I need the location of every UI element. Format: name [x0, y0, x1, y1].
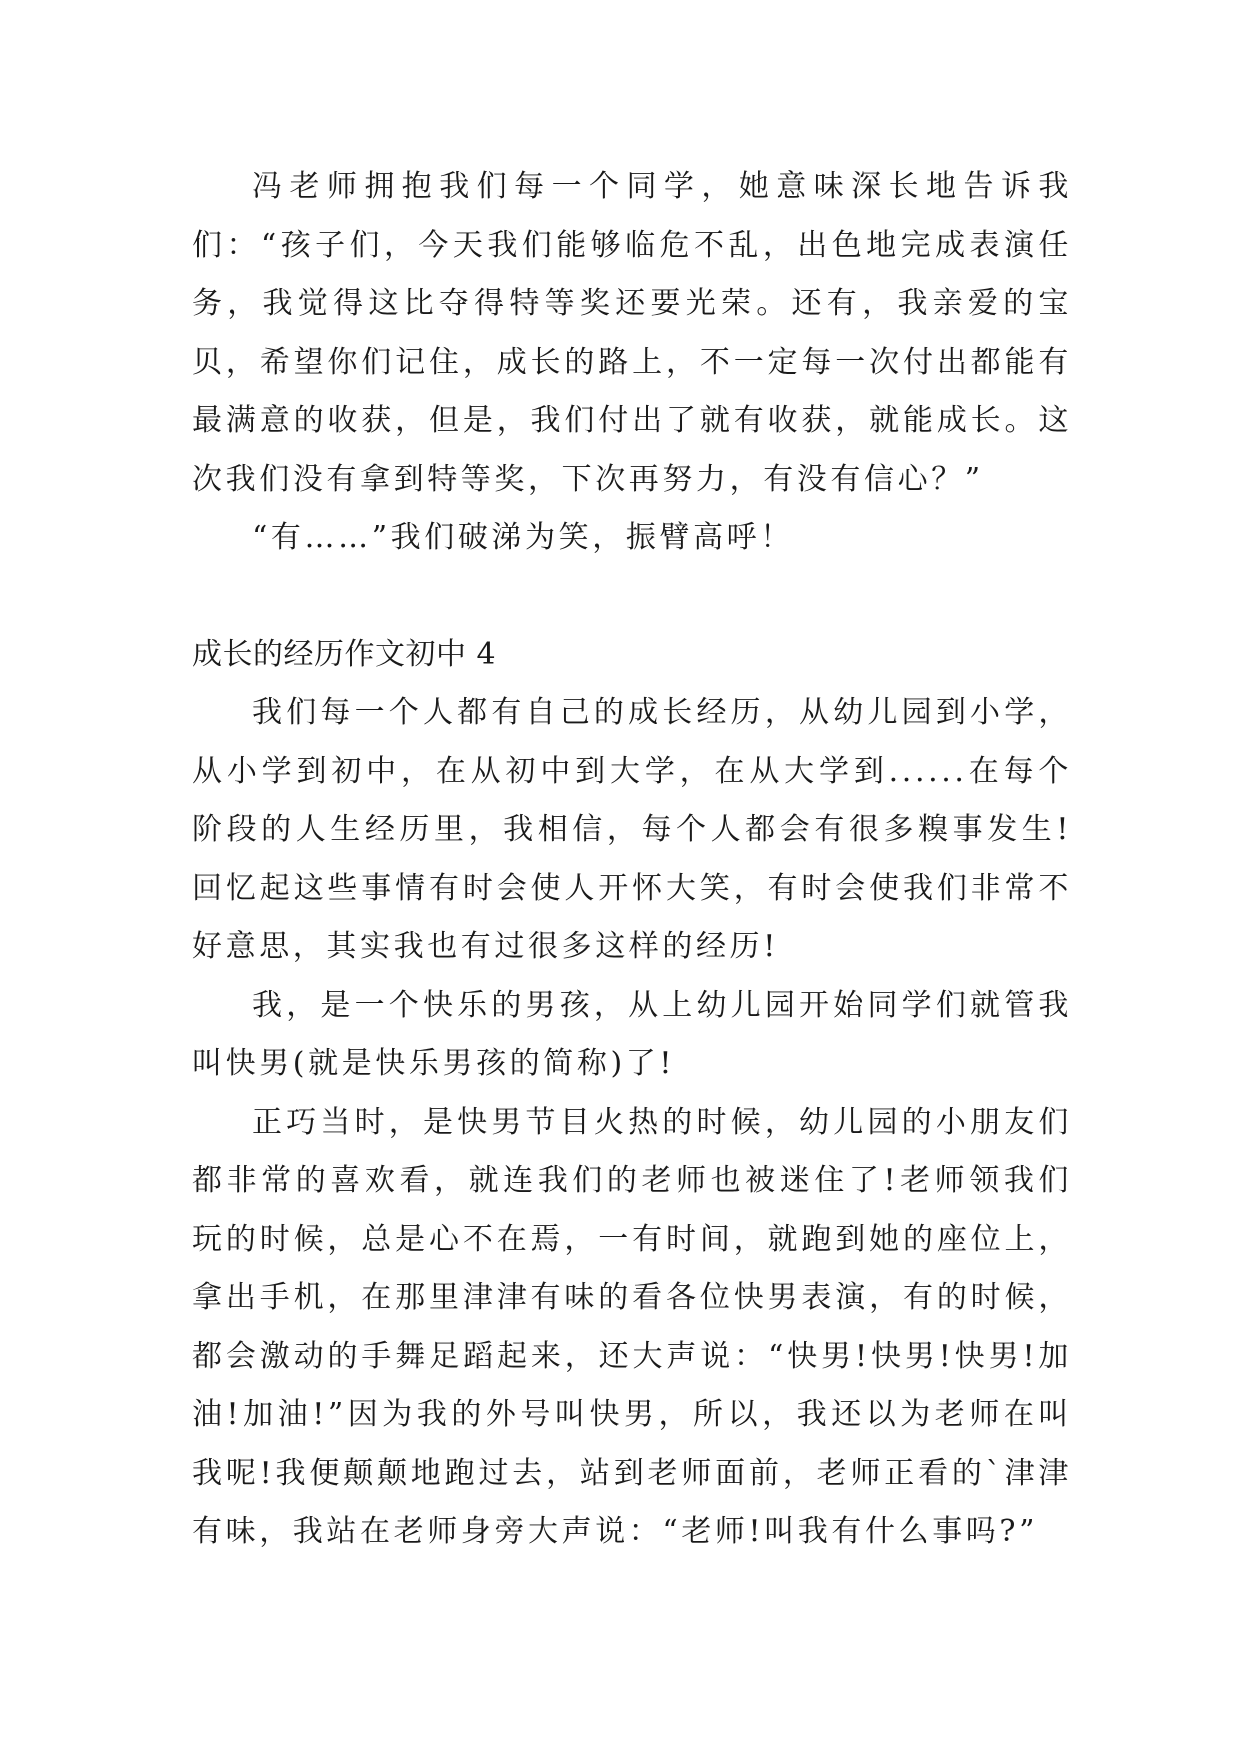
section-heading: 成长的经历作文初中 4	[192, 636, 497, 672]
paragraph: 我们每一个人都有自己的成长经历，从幼儿园到小学，从小学到初中，在从初中到大学，在从大学到......在每个阶段的人生经历里，我相信，每个人都会有很多糗事发生!回忆起这些事情有时会使人开怀大笑，有时会使我们非常不好意思，其实我也有过很多这样的经历!	[192, 695, 1072, 964]
paragraph: 正巧当时，是快男节目火热的时候，幼儿园的小朋友们都非常的喜欢看，就连我们的老师也被迷住了!老师领我们玩的时候，总是心不在焉，一有时间，就跑到她的座位上，拿出手机，在那里津津有味的看各位快男表演，有的时候，都会激动的手舞足蹈起来，还大声说：“快男!快男!快男!加油!加油!”因为我的外号叫快男，所以，我还以为老师在叫我呢!我便颠颠地跑过去，站到老师面前，老师正看的`津津有味，我站在老师身旁大声说：“老师!叫我有什么事吗?”	[192, 1104, 1072, 1549]
paragraph: “有……”我们破涕为笑，振臂高呼！	[252, 520, 794, 555]
paragraph: 冯老师拥抱我们每一个同学，她意味深长地告诉我们：“孩子们，今天我们能够临危不乱，出色地完成表演任务，我觉得这比夺得特等奖还要光荣。还有，我亲爱的宝贝，希望你们记住，成长的路上，不一定每一次付出都能有最满意的收获，但是，我们付出了就有收获，就能成长。这次我们没有拿到特等奖，下次再努力，有没有信心？”	[192, 169, 1072, 497]
paragraph: 我，是一个快乐的男孩，从上幼儿园开始同学们就管我叫快男(就是快乐男孩的简称)了!	[192, 987, 1072, 1081]
document-body	[192, 158, 1072, 1562]
